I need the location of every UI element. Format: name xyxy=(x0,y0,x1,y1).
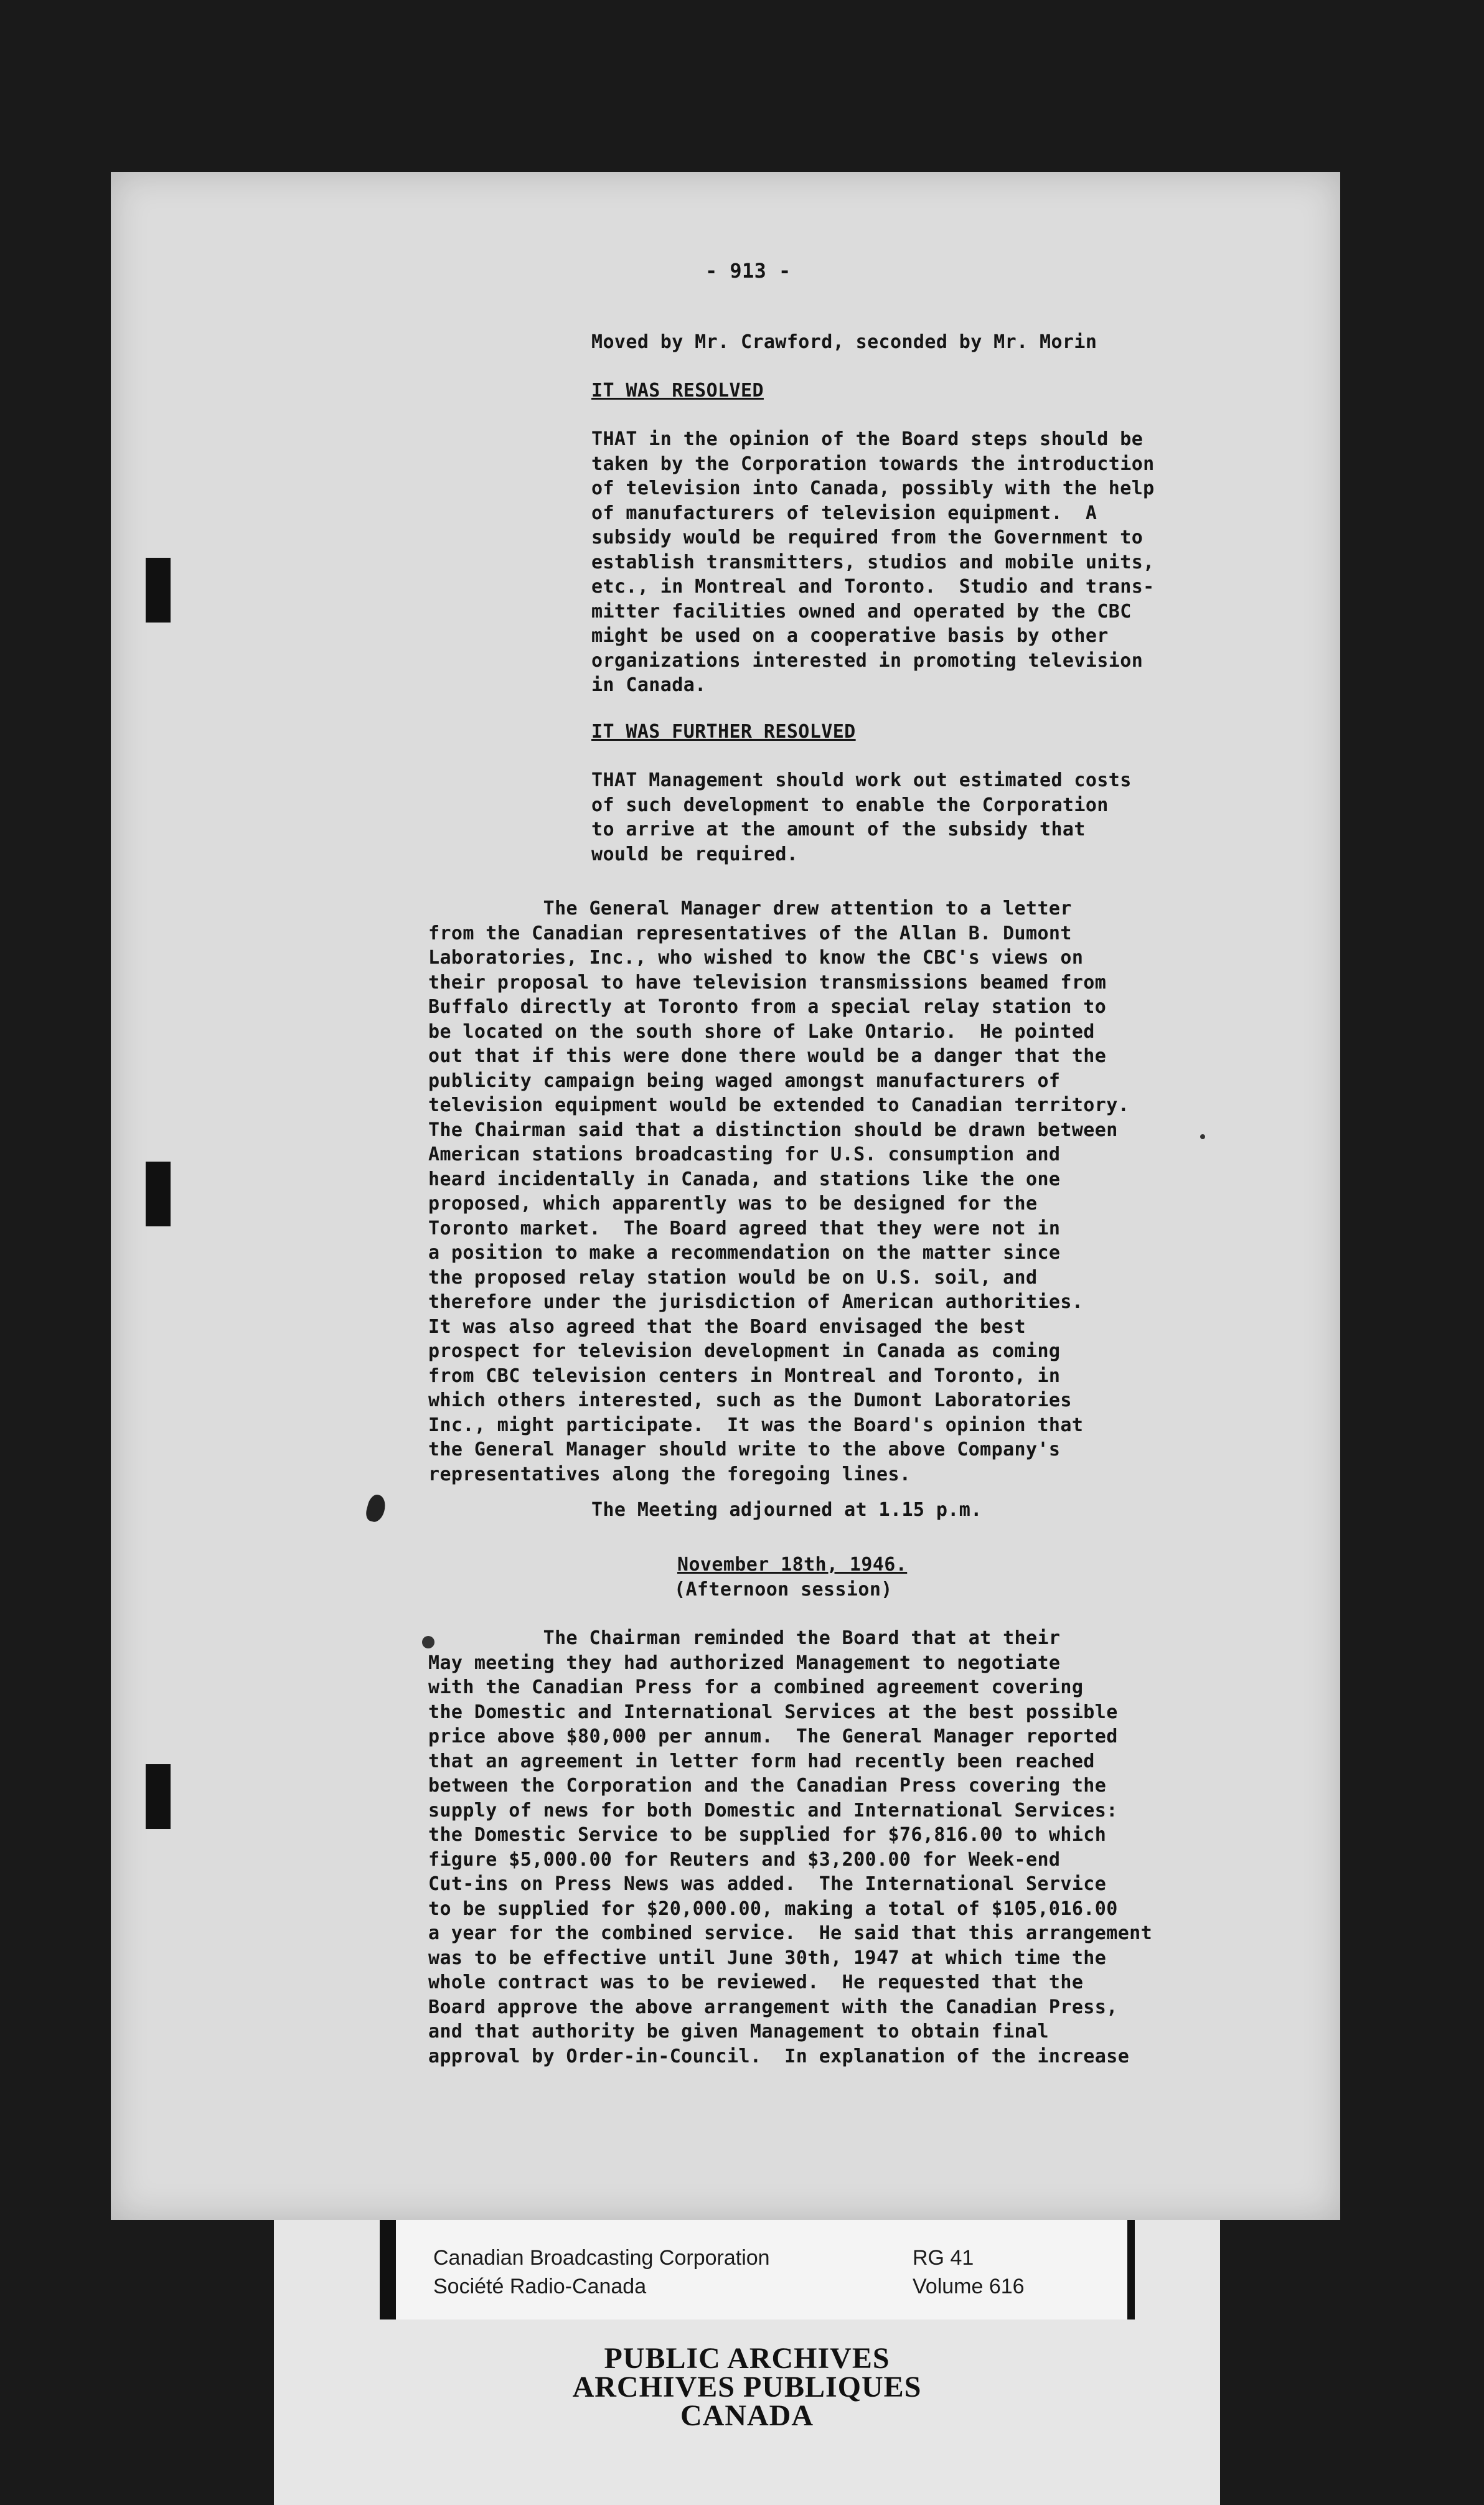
stamp-line-1: PUBLIC ARCHIVES xyxy=(604,2342,890,2375)
motion-line: Moved by Mr. Crawford, seconded by Mr. Morin xyxy=(591,331,1097,353)
document-page xyxy=(111,172,1340,2220)
resolution-paragraph: THAT in the opinion of the Board steps should be taken by the Corporation towards the introduction of television into Canada, possibly with the help of manufacturers of television equipment. A subsidy would be required from the Government to establish transmitters, studios and mobile units, etc., in Montreal and Toronto. Studio and trans- mitter facilities owned and operated by the CBC might be used on a cooperative basis by other organizations interested in promoting television in Canada. xyxy=(591,428,1155,696)
adjourned-line: The Meeting adjourned at 1.15 p.m. xyxy=(591,1499,982,1521)
session-label: (Afternoon session) xyxy=(674,1579,893,1600)
dumont-paragraph: The General Manager drew attention to a letter from the Canadian representatives of the Allan B. Dumont Laboratories, Inc., who wished to know the CBC's views on their proposal to have television transmissions beamed from Buffalo directly at Toronto from a special relay station to be located on the south shore of Lake Ontario. He pointed out that if this were done there would be a danger that the publicity campaign being waged amongst manufacturers of television equipment would be extended to Canadian territory. The Chairman said that a distinction should be drawn between American stations broadcasting for U.S. consumption and heard incidentally in Canada, and stations like the one proposed, which apparently was to be designed for the Toronto market. The Board agreed that they were not in a position to make a recommendation on the matter since the proposed relay station would be on U.S. soil, and therefore under the jurisdiction of American authorities. It was also agreed that the Board envisaged the best prospect for television development in Canada as coming from CBC television centers in Montreal and Toronto, in which others interested, such as the Dumont Laboratories Inc., might participate. It was the Board's opinion that the General Manager should write to the above Company's representatives along the foregoing lines. xyxy=(428,898,1130,1485)
further-resolved-heading: IT WAS FURTHER RESOLVED xyxy=(591,721,856,743)
record-block xyxy=(913,2244,1025,2301)
public-archives-stamp xyxy=(274,2344,1220,2430)
canadian-press-paragraph: The Chairman reminded the Board that at their May meeting they had authorized Management to negotiate with the Canadian Press for a combined agreement covering the Domestic and International Services at the best possible price above $80,000 per annum. The General Manager reported that an agreement in letter form had recently been reached between the Corporation and the Canadian Press covering the supply of news for both Domestic and International Services: the Domestic Service to be supplied for $76,816.00 to which figure $5,000.00 for Reuters and $3,200.00 for Week-end Cut-ins on Press News was added. The International Service to be supplied for $20,000.00, making a total of $105,016.00 a year for the combined service. He said that this arrangement was to be effective until June 30th, 1947 at which time the whole contract was to be reviewed. He requested that the Board approve the above arrangement with the Canadian Press, and that authority be given Management to obtain final approval by Order-in-Council. In explanation of the increase xyxy=(428,1627,1153,2067)
page-number: - 913 - xyxy=(705,259,791,283)
resolved-heading: IT WAS RESOLVED xyxy=(591,380,764,402)
volume-number: Volume 616 xyxy=(913,2275,1025,2298)
organization-block xyxy=(433,2244,770,2301)
archive-label-card xyxy=(380,2220,1135,2319)
org-name-en: Canadian Broadcasting Corporation xyxy=(433,2246,770,2270)
typed-minutes xyxy=(111,172,1340,2220)
stamp-line-3: CANADA xyxy=(680,2399,814,2432)
meeting-date: November 18th, 1946. xyxy=(677,1554,908,1576)
org-name-fr: Société Radio-Canada xyxy=(433,2275,647,2298)
archive-label-area xyxy=(274,2220,1220,2505)
stamp-line-2: ARCHIVES PUBLIQUES xyxy=(572,2371,922,2404)
record-group: RG 41 xyxy=(913,2246,974,2270)
further-resolution-paragraph: THAT Management should work out estimated costs of such development to enable the Corporation to arrive at the amount of the subsidy that would be required. xyxy=(591,769,1132,865)
